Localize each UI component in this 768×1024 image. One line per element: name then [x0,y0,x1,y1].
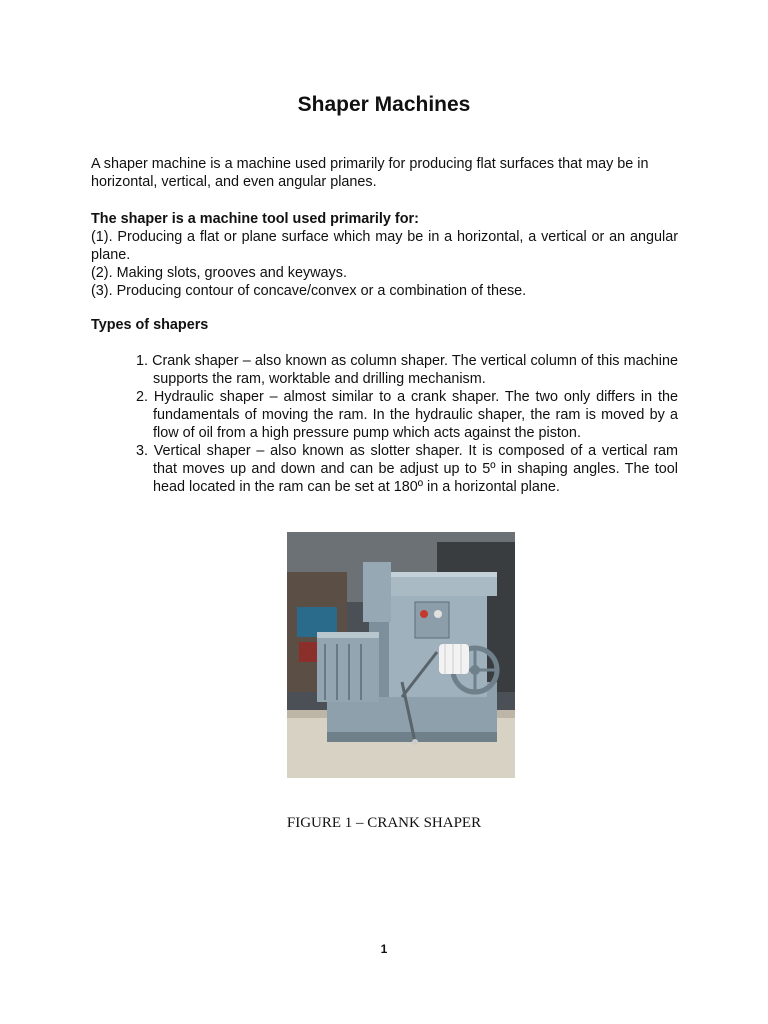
uses-item: (2). Making slots, grooves and keyways. [91,265,347,281]
crank-shaper-illustration [287,532,515,778]
intro-paragraph: A shaper machine is a machine used primarily for producing flat surfaces that may be in horizontal, vertical, and even angular planes. [91,156,649,190]
uses-item: (1). Producing a flat or plane surface which may be in a horizontal, a vertical or an angular plane. [91,229,678,263]
uses-heading: The shaper is a machine tool used primarily for: [91,211,419,227]
crank-shaper-photo [287,532,515,778]
types-heading: Types of shapers [91,317,209,333]
uses-item: (3). Producing contour of concave/convex or a combination of these. [91,283,527,299]
page-title: Shaper Machines [297,93,471,116]
figure-caption: FIGURE 1 – CRANK SHAPER [286,815,482,831]
types-item: 2. Hydraulic shaper – almost similar to a crank shaper. The two only differs in the fundamentals of moving the ram. In the hydraulic shaper, the ram is moved by a flow of oil from a high pressure pump which acts against the piston. [136,389,678,441]
types-item: 1. Crank shaper – also known as column shaper. The vertical column of this machine supports the ram, worktable and drilling mechanism. [136,353,678,387]
types-list [136,352,678,496]
types-item: 3. Vertical shaper – also known as slotter shaper. It is composed of a vertical ram that moves up and down and can be adjust up to 5º in shaping angles. The tool head located in the ram can be set at 180º in a horizontal plane. [136,443,678,495]
uses-list [91,228,678,300]
page-number: 1 [380,942,388,956]
